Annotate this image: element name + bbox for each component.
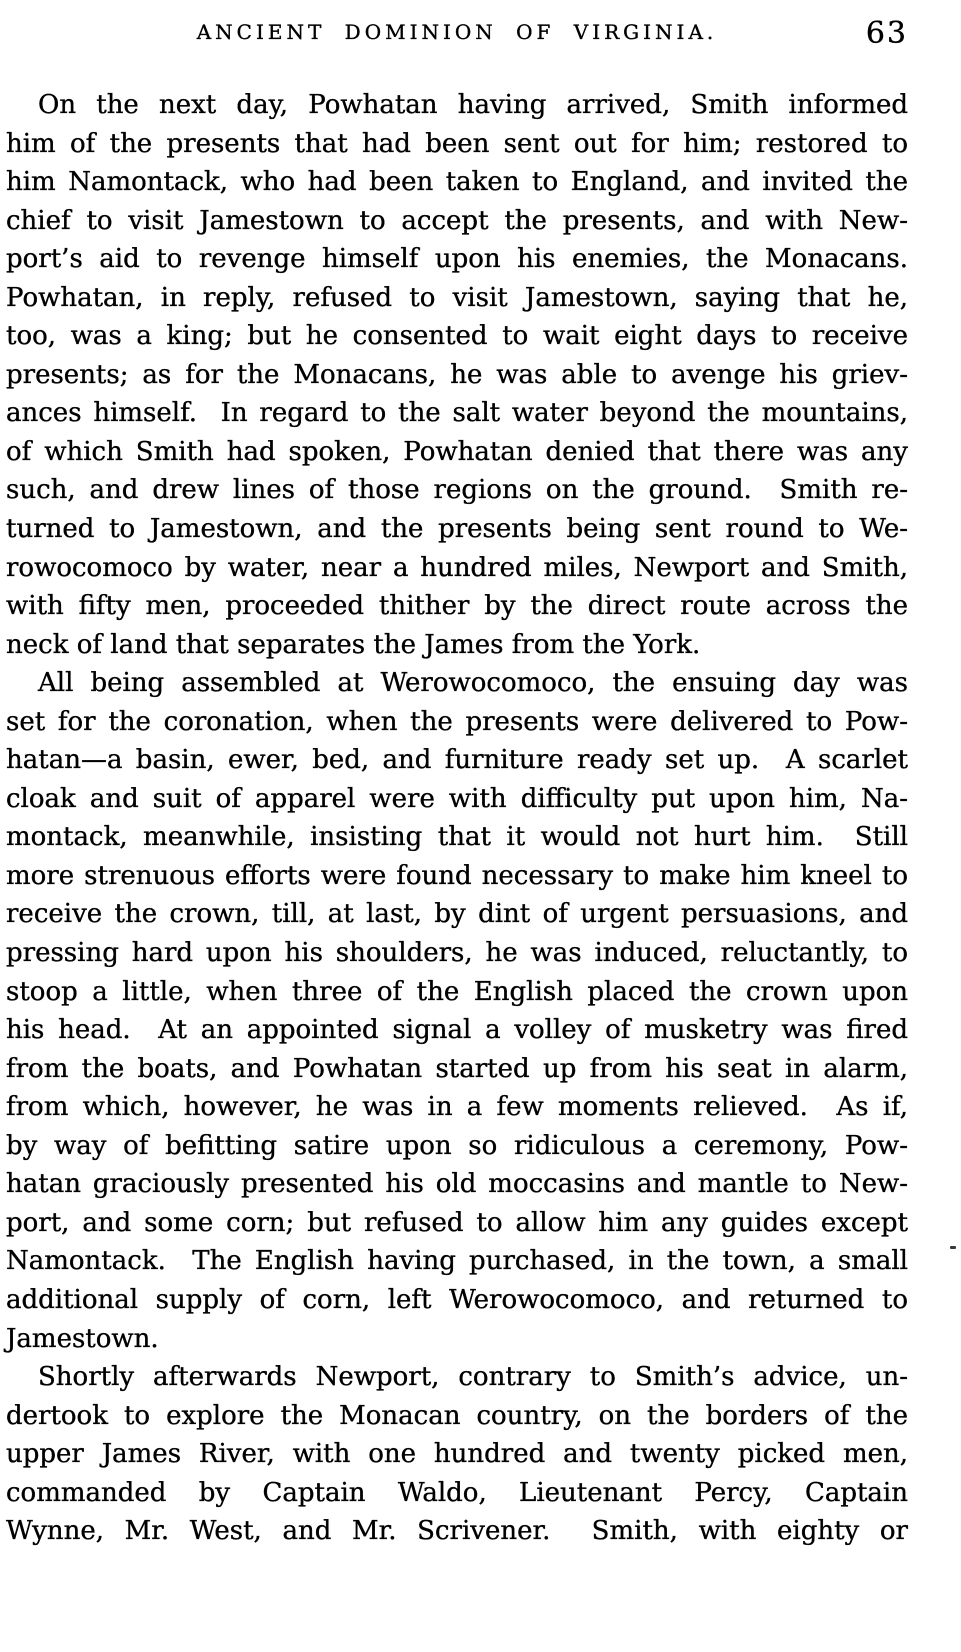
text-line: more strenuous efforts were found necessary to make him kneel to [6,860,908,891]
text-line: rowocomoco by water, near a hundred miles, Newport and Smith, [6,552,908,583]
text-line: stoop a little, when three of the English placed the crown upon [6,976,908,1007]
text-line: ances himself. In regard to the salt water beyond the mountains, [6,398,908,429]
text-line: On the next day, Powhatan having arrived, Smith informed [38,90,908,120]
text-block [6,86,908,1551]
text-line: such, and drew lines of those regions on the ground. Smith re- [6,475,908,506]
text-line: hatan—a basin, ewer, bed, and furniture ready set up. A scarlet [6,745,908,776]
page-number: 63 [865,16,908,51]
text-line: dertook to explore the Monacan country, on the borders of the [6,1400,908,1431]
text-line: by way of befitting satire upon so ridiculous a ceremony, Pow- [6,1130,908,1161]
text-line: too, was a king; but he consented to wait eight days to receive [6,321,908,352]
text-line: with fifty men, proceeded thither by the direct route across the [6,591,908,622]
text-line: montack, meanwhile, insisting that it would not hurt him. Still [6,822,908,853]
text-line: Powhatan, in reply, refused to visit Jamestown, saying that he, [6,282,908,313]
text-line: Namontack. The English having purchased, in the town, a small [6,1246,908,1277]
text-line: receive the crown, till, at last, by dint of urgent persuasions, and [6,899,908,930]
text-line: from the boats, and Powhatan started up from his seat in alarm, [6,1053,908,1084]
text-line: pressing hard upon his shoulders, he was induced, reluctantly, to [6,938,908,969]
running-head-title: ANCIENT DOMINION OF VIRGINIA. [196,20,718,44]
text-line: him of the presents that had been sent out for him; restored to [6,128,908,159]
text-line: him Namontack, who had been taken to England, and invited the [6,167,908,198]
text-line: additional supply of corn, left Werowocomoco, and returned to [6,1284,908,1315]
text-line: cloak and suit of apparel were with difficulty put upon him, Na- [6,783,908,814]
text-line: neck of land that separates the James from the York. [6,629,701,660]
text-line: All being assembled at Werowocomoco, the ensuing day was [38,668,908,699]
scan-speck-artifact [950,1246,956,1249]
text-line: his head. At an appointed signal a volley of musketry was fired [6,1015,908,1046]
text-line: Jamestown. [6,1323,159,1354]
text-line: presents; as for the Monacans, he was able to avenge his griev- [6,359,908,390]
text-line: port’s aid to revenge himself upon his enemies, the Monacans. [6,244,908,275]
text-line: chief to visit Jamestown to accept the presents, and with New- [6,205,908,236]
paragraph [6,86,908,664]
text-line: of which Smith had spoken, Powhatan denied that there was any [6,436,908,467]
text-line: Wynne, Mr. West, and Mr. Scrivener. Smith, with eighty or [6,1516,908,1547]
text-line: turned to Jamestown, and the presents being sent round to We- [6,514,908,545]
page-header [6,16,908,51]
text-line: hatan graciously presented his old moccasins and mantle to New- [6,1169,908,1200]
text-line: set for the coronation, when the presents were delivered to Pow- [6,706,908,737]
text-line: upper James River, with one hundred and twenty picked men, [6,1439,908,1470]
text-line: from which, however, he was in a few moments relieved. As if, [6,1092,908,1123]
paragraph [6,664,908,1358]
text-line: Shortly afterwards Newport, contrary to Smith’s advice, un- [38,1362,908,1393]
text-line: port, and some corn; but refused to allow him any guides except [6,1207,908,1238]
text-line: commanded by Captain Waldo, Lieutenant Percy, Captain [6,1477,908,1508]
paragraph [6,1358,908,1551]
